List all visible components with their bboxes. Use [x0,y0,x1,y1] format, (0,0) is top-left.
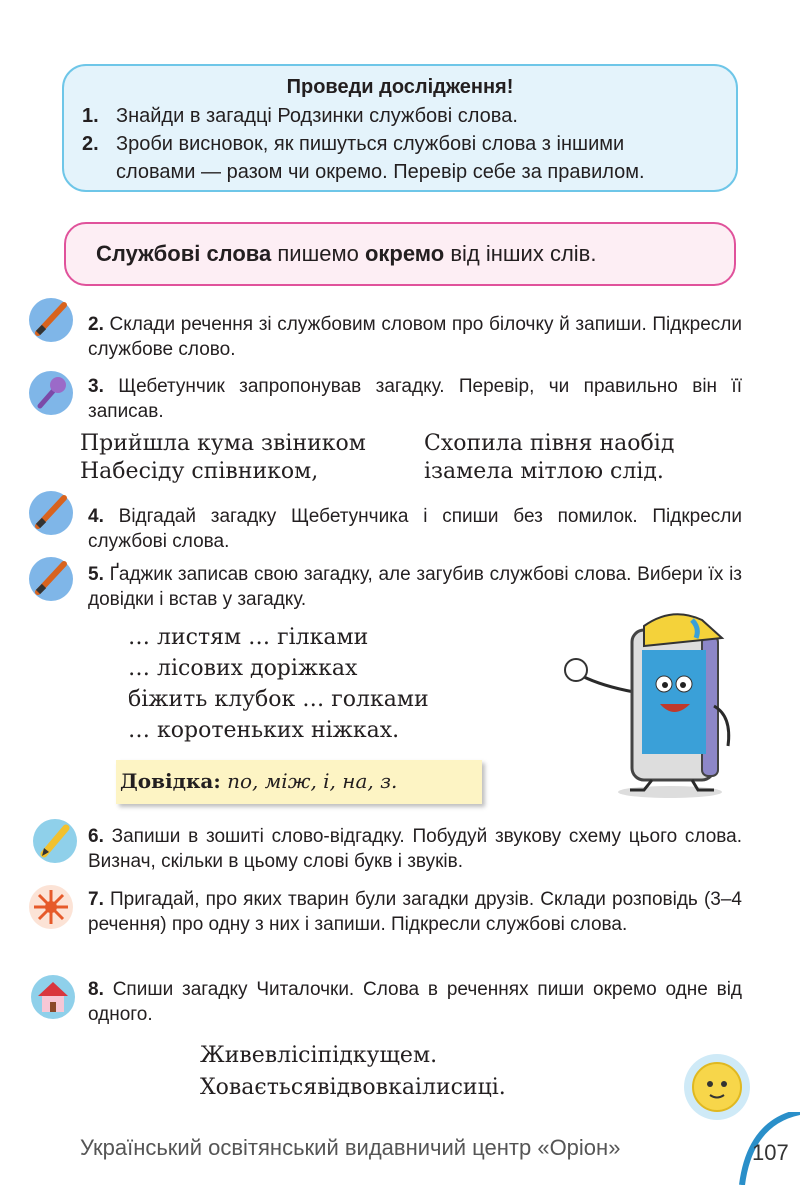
pen-icon [28,556,74,602]
task-text: Відгадай загадку Щебетунчика і спиши без помилок. Підкресли службові слова. [88,506,742,552]
poem-3-left [80,430,366,486]
poem-3-right [424,430,674,486]
hint-label: Довідка: [120,769,221,793]
poem-line: Прийшла кума звіником [80,431,366,456]
research-title: Проведи дослідження! [286,76,514,98]
pen-icon [28,297,74,343]
hint-box [116,760,482,804]
hint-text [120,769,397,793]
task-text: Спиши загадку Читалочки. Слова в реченнях пиши окремо одне від одного. [88,979,743,1025]
task-4 [88,504,742,554]
task-text: Пригадай, про яких тварин були загадки друзів. Склади розповідь (3–4 речення) про одну з них і запиши. Підкресли службові слова. [88,889,742,935]
rule-bold-2: окремо [364,241,445,266]
task-3 [88,374,742,424]
poem-line: Ховаєтьсявідвовкаілисиці. [200,1075,506,1100]
rule-text [96,241,596,267]
page-number: 107 [752,1140,789,1165]
rule-bold-1: Службові слова [96,241,272,266]
flower-icon [28,884,74,930]
research-item-2 [82,130,624,158]
task-number: 5. [88,564,104,585]
task-6 [88,824,742,874]
task-8 [88,977,742,1027]
poem-line: ізамела мітлою слід. [424,459,664,484]
task-2 [88,312,742,362]
task-text: Ґаджик записав свою загадку, але загубив службові слова. Вибери їх із довідки і встав у загадку. [88,564,742,610]
task-text: Запиши в зошиті слово-відгадку. Побудуй звукову схему цього слова. Визнач, скільки в цьому слові букв і звуків. [88,826,742,872]
research-item-2-cont: словами — разом чи окремо. Перевір себе за правилом. [116,161,645,183]
poem-line: Схопила півня наобід [424,431,675,456]
rule-box [64,222,736,286]
task-7 [88,887,742,937]
pencil-icon [32,818,78,864]
task-number: 8. [88,979,104,1000]
poem-line: … лісових доріжках [128,656,358,681]
hint-words: по, між, і, на, з. [220,769,398,793]
task-text: Щебетунчик запропонував загадку. Перевір, чи правильно він її записав. [88,376,742,422]
research-item-number: 1. [82,105,99,127]
microphone-icon [28,370,74,416]
poem-line: Набесіду співником, [80,459,319,484]
poem-line: … коротеньких ніжках. [128,718,400,743]
research-box [62,64,738,192]
research-item-text: Зроби висновок, як пишуться службові слова з іншими [116,133,625,155]
poem-line: біжить клубок … голками [128,687,429,712]
phone-character-illustration [552,606,752,802]
house-icon [30,974,76,1020]
rule-text-1: пишемо [271,241,365,266]
research-item-text: Знайди в загадці Родзинки службові слова. [116,105,518,127]
pen-icon [28,490,74,536]
research-item-number: 2. [82,133,99,155]
publisher-footer: Український освітянський видавничий центр «Оріон» [80,1135,621,1160]
task-number: 6. [88,826,104,847]
research-item-1 [82,102,518,130]
task-5 [88,562,742,612]
poem-line: … листям … гілками [128,625,369,650]
poem-5 [128,622,429,746]
poem-8 [200,1040,506,1104]
poem-line: Живевлісіпідкущем. [200,1043,438,1068]
rule-text-2: від інших слів. [444,241,597,266]
task-number: 2. [88,314,104,335]
task-number: 4. [88,506,104,527]
task-number: 7. [88,889,104,910]
task-text: Склади речення зі службовим словом про білочку й запиши. Підкресли службове слово. [88,314,743,360]
task-number: 3. [88,376,104,397]
